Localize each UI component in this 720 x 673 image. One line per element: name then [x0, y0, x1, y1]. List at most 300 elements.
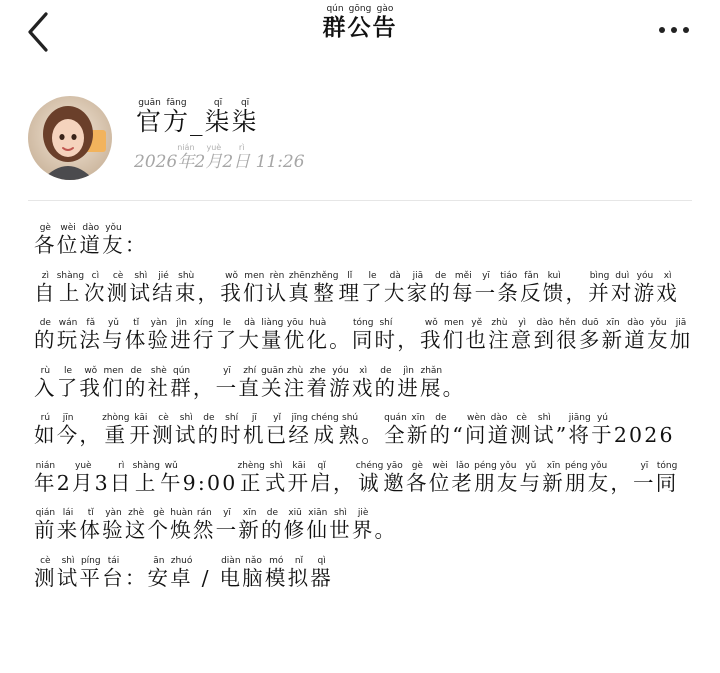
- hanzi-char: 与: [102, 328, 125, 352]
- paragraph-feedback: [34, 270, 694, 413]
- hanzi-char: 我: [419, 328, 443, 352]
- ruby-char: [542, 270, 566, 305]
- ruby-char: [170, 508, 193, 542]
- hanzi-char: 修: [283, 518, 307, 542]
- pinyin-annotation: jiāng: [568, 413, 592, 423]
- pinyin-annotation: gào: [372, 4, 398, 14]
- hanzi-char: 新: [601, 328, 625, 352]
- pinyin-annotation: yōu: [283, 318, 307, 328]
- pinyin-annotation: jīng: [288, 413, 312, 423]
- hanzi-char: 优: [283, 328, 307, 352]
- ruby-char: [106, 270, 130, 305]
- pinyin-annotation: jiā: [406, 270, 430, 281]
- ruby-char: [57, 471, 72, 495]
- pinyin-annotation: de: [429, 270, 452, 281]
- pinyin-annotation: rèn: [265, 270, 289, 281]
- pinyin-annotation: zhù: [283, 365, 307, 376]
- pinyin-annotation: gōng: [347, 4, 373, 14]
- hanzi-char: 柒: [204, 107, 232, 136]
- hanzi-char: 入: [34, 375, 57, 400]
- pinyin-annotation: lǐ: [338, 270, 362, 281]
- ruby-char: [361, 423, 384, 447]
- hanzi-char: 机: [242, 423, 266, 447]
- post-timestamp: [134, 143, 305, 172]
- pinyin-annotation: dào: [79, 223, 103, 233]
- pinyin-annotation: xīn: [542, 460, 565, 471]
- hanzi-char: ：: [124, 565, 148, 590]
- ruby-char: [624, 318, 647, 352]
- pinyin-annotation: qún: [322, 4, 348, 14]
- ruby-char: [406, 270, 430, 305]
- hanzi-char: 一: [633, 470, 656, 495]
- pinyin-annotation: yuè: [71, 460, 95, 471]
- pinyin-annotation: le: [361, 270, 384, 281]
- ruby-char: [147, 365, 171, 400]
- hanzi-char: 老: [451, 470, 475, 495]
- ruby-char: [250, 152, 304, 172]
- ruby-char: [374, 365, 398, 400]
- hanzi-char: 开: [129, 423, 153, 447]
- hanzi-char: 一: [474, 280, 498, 305]
- pinyin-annotation: shàng: [56, 270, 85, 281]
- pinyin-annotation: xì: [656, 270, 679, 281]
- more-options-button[interactable]: [656, 20, 696, 40]
- pinyin-annotation: de: [374, 365, 398, 376]
- pinyin-annotation: diàn: [219, 555, 243, 566]
- pinyin-annotation: qì: [310, 555, 333, 566]
- pinyin-annotation: jìn: [397, 365, 420, 376]
- hanzi-char: 安: [147, 565, 171, 590]
- pinyin-annotation: nián: [34, 460, 57, 471]
- pinyin-annotation: shè: [147, 365, 171, 376]
- ruby-char: [497, 270, 521, 305]
- pinyin-annotation: qī: [204, 98, 232, 108]
- ruby-char: [177, 143, 195, 172]
- pinyin-annotation: shì: [329, 508, 352, 518]
- ruby-char: [147, 318, 171, 352]
- pinyin-annotation: shù: [174, 270, 198, 281]
- pinyin-annotation: quán: [384, 413, 407, 423]
- hanzi-char: 的: [261, 518, 284, 542]
- pinyin-annotation: zì: [34, 270, 57, 281]
- pinyin-annotation: yī: [474, 270, 498, 281]
- pinyin-annotation: shì: [264, 460, 288, 471]
- hanzi-char: 同: [351, 328, 375, 352]
- hanzi-char: 我: [220, 280, 243, 305]
- pinyin-annotation: rú: [34, 413, 57, 423]
- ruby-char: [465, 318, 489, 352]
- ruby-char: [79, 365, 103, 400]
- hanzi-char: 月: [71, 470, 95, 495]
- hanzi-char: 焕: [170, 518, 193, 542]
- hanzi-char: 也: [465, 328, 489, 352]
- hanzi-char: 量: [261, 328, 284, 352]
- hanzi-char: 法: [79, 328, 103, 352]
- pinyin-annotation: wèi: [56, 223, 80, 233]
- pinyin-annotation: yú: [591, 413, 614, 423]
- hanzi-char: 然: [192, 518, 216, 542]
- hanzi-char: ，: [565, 280, 589, 305]
- pinyin-annotation: zhù: [488, 318, 511, 328]
- hanzi-char: 告: [372, 14, 398, 41]
- hanzi-char: 大: [238, 328, 262, 352]
- pinyin-annotation: rì: [109, 460, 133, 471]
- hanzi-char: 月: [205, 152, 223, 172]
- ruby-char: [306, 318, 330, 352]
- pinyin-annotation: yāo: [383, 460, 406, 471]
- ruby-char: [134, 152, 177, 172]
- ruby-char: [397, 365, 420, 400]
- ruby-char: [95, 471, 110, 495]
- pinyin-annotation: de: [261, 508, 284, 518]
- ruby-char: [79, 423, 102, 447]
- hanzi-char: 诚: [355, 470, 384, 495]
- hanzi-char: 时: [220, 423, 243, 447]
- ruby-char: [451, 270, 475, 305]
- hanzi-char: 道: [624, 328, 647, 352]
- ruby-char: [488, 318, 511, 352]
- ruby-char: [261, 508, 284, 542]
- ruby-char: [374, 318, 398, 352]
- hanzi-char: 上: [132, 470, 160, 495]
- paragraph-launch: [34, 412, 694, 555]
- ruby-char: [264, 555, 288, 590]
- hanzi-char: 全: [384, 423, 407, 447]
- hanzi-char: 次: [84, 280, 107, 305]
- hanzi-char: 了: [361, 280, 384, 305]
- pinyin-annotation: xiū: [283, 508, 307, 518]
- hanzi-char: 们: [102, 375, 125, 400]
- ruby-char: [265, 270, 289, 305]
- pinyin-annotation: tóng: [655, 460, 679, 471]
- hanzi-char: 的: [374, 375, 398, 400]
- more-dots-icon: [656, 20, 696, 40]
- pinyin-annotation: měi: [451, 270, 475, 281]
- ruby-char: [56, 270, 85, 305]
- hanzi-char: 这: [124, 518, 148, 542]
- hanzi-char: 。: [361, 423, 385, 447]
- ruby-char: [195, 152, 206, 172]
- ruby-char: [56, 555, 80, 590]
- hanzi-char: 的: [197, 423, 221, 447]
- pinyin-annotation: yì: [510, 318, 534, 328]
- ruby-char: [306, 508, 330, 542]
- ruby-char: [519, 460, 543, 495]
- ruby-char: [174, 270, 198, 305]
- top-navigation-bar: [0, 0, 720, 66]
- hanzi-char: 每: [451, 280, 475, 305]
- hanzi-char: ，: [610, 470, 634, 495]
- ruby-char: [129, 270, 153, 305]
- hanzi-char: 台: [102, 565, 125, 590]
- hanzi-char: 对: [610, 280, 634, 305]
- ruby-char: [219, 555, 243, 590]
- hanzi-char: 如: [34, 423, 57, 447]
- pinyin-annotation: cì: [84, 270, 107, 281]
- hanzi-char: 的: [429, 423, 453, 447]
- ruby-char: [183, 471, 238, 495]
- hanzi-char: 于: [591, 423, 614, 447]
- pinyin-annotation: qī: [231, 98, 259, 108]
- hanzi-char: 展: [419, 375, 443, 400]
- author-name: [136, 98, 259, 138]
- pinyin-annotation: cè: [34, 555, 57, 566]
- hanzi-char: 9:00: [182, 470, 238, 495]
- hanzi-char: ，: [79, 423, 103, 447]
- hanzi-char: 体: [79, 518, 103, 542]
- pinyin-annotation: tái: [102, 555, 125, 566]
- ruby-char: [351, 365, 375, 400]
- hanzi-char: 上: [56, 280, 85, 305]
- pinyin-annotation: yě: [465, 318, 489, 328]
- ruby-char: [429, 270, 452, 305]
- ruby-char: [124, 365, 148, 400]
- pinyin-annotation: zhuó: [170, 555, 193, 566]
- paragraph-greeting: [34, 222, 694, 270]
- ruby-char: [419, 318, 443, 352]
- ruby-char: [533, 318, 557, 352]
- pinyin-annotation: huàn: [170, 508, 193, 518]
- hanzi-char: 认: [265, 280, 289, 305]
- pinyin-annotation: dà: [238, 318, 262, 328]
- hanzi-char: 一: [215, 518, 239, 542]
- pinyin-annotation: jìn: [170, 318, 193, 328]
- pinyin-annotation: dà: [383, 270, 407, 281]
- pinyin-annotation: wǒ: [79, 365, 103, 376]
- hanzi-char: 戏: [656, 280, 679, 305]
- ruby-char: [238, 318, 262, 352]
- hanzi-char: 位: [56, 233, 80, 257]
- hanzi-char: 新: [238, 518, 262, 542]
- pinyin-annotation: péng: [474, 460, 497, 471]
- ruby-char: [510, 318, 534, 352]
- ruby-char: [34, 365, 57, 400]
- ruby-char: [474, 460, 497, 495]
- ruby-char: [192, 318, 216, 352]
- hanzi-char: 友: [587, 470, 611, 495]
- hanzi-char: 进: [170, 328, 193, 352]
- pinyin-annotation: qún: [170, 365, 193, 376]
- hanzi-char: 各: [406, 470, 429, 495]
- hanzi-char: 着: [306, 375, 330, 400]
- ruby-char: [193, 566, 220, 590]
- hanzi-char: 注: [488, 328, 511, 352]
- hanzi-char: 注: [283, 375, 307, 400]
- ruby-char: [587, 460, 611, 495]
- hanzi-char: 群: [322, 14, 348, 41]
- hanzi-char: 测: [510, 423, 534, 447]
- ruby-char: [287, 555, 311, 590]
- pinyin-annotation: péng: [564, 460, 588, 471]
- ruby-char: [333, 471, 356, 495]
- ruby-char: [34, 318, 57, 352]
- hanzi-char: 。: [374, 518, 398, 542]
- avatar[interactable]: [28, 96, 112, 180]
- hanzi-char: 脑: [242, 565, 265, 590]
- ruby-char: [215, 365, 239, 400]
- ruby-char: [242, 555, 265, 590]
- ruby-char: [220, 413, 243, 447]
- pinyin-annotation: xì: [351, 365, 375, 376]
- ruby-char: [601, 318, 625, 352]
- pinyin-annotation: yǔ: [102, 318, 125, 328]
- hanzi-char: 成: [311, 423, 339, 447]
- hanzi-char: 验: [147, 328, 171, 352]
- pinyin-annotation: xīn: [406, 413, 430, 423]
- hanzi-char: 的: [124, 375, 148, 400]
- hanzi-char: 个: [147, 518, 171, 542]
- hanzi-char: 意: [510, 328, 534, 352]
- ruby-char: [329, 365, 352, 400]
- hanzi-char: 时: [374, 328, 398, 352]
- ruby-char: [474, 270, 498, 305]
- ruby-char: [215, 508, 239, 542]
- hanzi-char: 。: [442, 375, 466, 400]
- hanzi-char: 友: [646, 328, 670, 352]
- ruby-char: [351, 318, 375, 352]
- pinyin-annotation: rù: [34, 365, 57, 376]
- hanzi-char: ：: [124, 233, 148, 257]
- page-title: [322, 4, 398, 41]
- pinyin-annotation: guān: [136, 98, 164, 108]
- ruby-char: [610, 270, 634, 305]
- pinyin-annotation: lái: [56, 508, 80, 518]
- ruby-char: [215, 318, 239, 352]
- hanzi-char: 2: [194, 152, 206, 172]
- ruby-char: [655, 460, 679, 495]
- hanzi-char: 模: [264, 565, 288, 590]
- pinyin-annotation: yī: [215, 365, 239, 376]
- ruby-char: [170, 318, 193, 352]
- pinyin-annotation: zhèng: [237, 460, 265, 471]
- hanzi-char: 问: [464, 423, 488, 447]
- hanzi-char: 电: [219, 565, 243, 590]
- ruby-char: [591, 413, 614, 447]
- hanzi-char: 2: [56, 470, 72, 495]
- ruby-char: [124, 508, 148, 542]
- ruby-char: [34, 555, 57, 590]
- pinyin-annotation: shì: [533, 413, 556, 423]
- ruby-char: [568, 413, 592, 447]
- ruby-char: [261, 318, 284, 352]
- ruby-char: [564, 460, 588, 495]
- pinyin-annotation: yǐ: [265, 413, 289, 423]
- pinyin-annotation: fǎn: [520, 270, 543, 281]
- pinyin-annotation: de: [34, 318, 57, 328]
- hanzi-char: 们: [442, 328, 466, 352]
- ruby-char: [338, 413, 362, 447]
- pinyin-annotation: shàng: [132, 460, 160, 471]
- pinyin-annotation: yǒu: [496, 460, 520, 471]
- pinyin-annotation: le: [56, 365, 80, 376]
- pinyin-annotation: tiáo: [497, 270, 521, 281]
- ruby-char: [338, 270, 362, 305]
- ruby-char: [429, 413, 453, 447]
- ruby-char: [351, 508, 375, 542]
- pinyin-annotation: dào: [533, 318, 557, 328]
- pinyin-annotation: yàn: [102, 508, 125, 518]
- pinyin-annotation: yī: [215, 508, 239, 518]
- ruby-char: [487, 413, 511, 447]
- pinyin-annotation: men: [442, 318, 466, 328]
- ruby-char: [197, 413, 221, 447]
- hanzi-char: 世: [329, 518, 352, 542]
- hanzi-char: 试: [56, 565, 80, 590]
- hanzi-char: 验: [102, 518, 125, 542]
- ruby-char: [147, 555, 171, 590]
- ruby-char: [56, 365, 80, 400]
- ruby-char: [384, 413, 407, 447]
- ruby-char: [283, 508, 307, 542]
- hanzi-char: 日: [109, 470, 133, 495]
- hanzi-char: 朋: [564, 470, 588, 495]
- announcement-body: [34, 222, 694, 602]
- hanzi-char: 道: [79, 233, 103, 257]
- pinyin-annotation: yóu: [633, 270, 657, 281]
- ruby-char: [125, 233, 148, 257]
- ruby-char: [383, 460, 406, 495]
- ruby-char: [283, 365, 307, 400]
- ruby-char: [56, 223, 80, 257]
- hanzi-char: 馈: [542, 280, 566, 305]
- hanzi-char: 游: [633, 280, 657, 305]
- ruby-char: [283, 318, 307, 352]
- hanzi-char: ，: [332, 470, 356, 495]
- pinyin-annotation: shú: [338, 413, 362, 423]
- pinyin-annotation: de: [124, 365, 148, 376]
- pinyin-annotation: fāng: [163, 98, 191, 108]
- pinyin-annotation: hěn: [556, 318, 579, 328]
- pinyin-annotation: yǔ: [519, 460, 543, 471]
- pinyin-annotation: chéng: [355, 460, 384, 471]
- ruby-char: [510, 413, 534, 447]
- ruby-char: [34, 223, 57, 257]
- ruby-char: [311, 413, 339, 447]
- pinyin-annotation: zhòng: [102, 413, 130, 423]
- hanzi-char: 家: [406, 280, 430, 305]
- pinyin-annotation: wèi: [428, 460, 452, 471]
- ruby-char: [34, 413, 57, 447]
- hanzi-char: 测: [34, 565, 57, 590]
- hanzi-char: 到: [533, 328, 557, 352]
- pinyin-annotation: guān: [261, 365, 284, 376]
- ruby-char: [310, 555, 333, 590]
- hanzi-char: 平: [79, 565, 103, 590]
- ruby-char: [242, 413, 266, 447]
- ruby-char: [329, 508, 352, 542]
- ruby-char: [633, 460, 656, 495]
- ruby-char: [152, 413, 175, 447]
- ruby-char: [79, 318, 103, 352]
- hanzi-char: 了: [56, 375, 80, 400]
- ruby-char: [205, 143, 223, 172]
- hanzi-char: 同: [655, 470, 679, 495]
- ruby-char: [102, 365, 125, 400]
- hanzi-char: 友: [496, 470, 520, 495]
- hanzi-char: 多: [578, 328, 602, 352]
- hanzi-char: 自: [34, 280, 57, 305]
- pinyin-annotation: zhí: [238, 365, 262, 376]
- hanzi-char: 熟: [338, 423, 362, 447]
- hanzi-char: 新: [406, 423, 430, 447]
- hanzi-char: 位: [428, 470, 452, 495]
- pinyin-annotation: jiè: [351, 508, 375, 518]
- ruby-char: [136, 98, 164, 136]
- hanzi-char: 今: [56, 423, 80, 447]
- hanzi-char: 午: [159, 470, 183, 495]
- pinyin-annotation: rán: [192, 508, 216, 518]
- pinyin-annotation: jié: [152, 270, 175, 281]
